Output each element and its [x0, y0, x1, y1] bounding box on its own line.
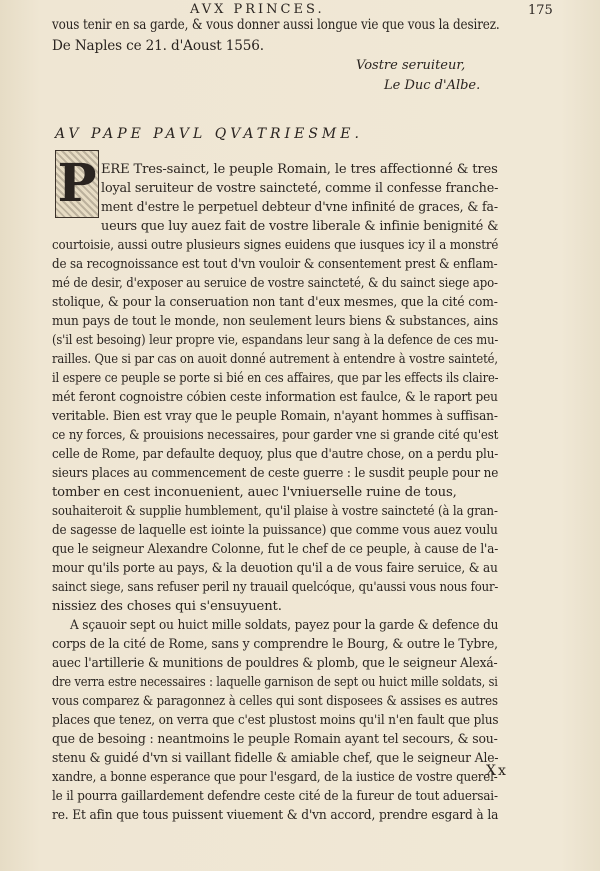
- body-line: loyal seruiteur de vostre saincteté, comme il confesse franche-: [101, 181, 499, 196]
- signature-line-2: Le Duc d'Albe.: [384, 78, 481, 93]
- body-line: ce ny forces, & prouisions necessaires, pour garder vne si grande cité qu'est: [52, 428, 499, 443]
- body-line: ueurs que luy auez fait de vostre liberale & infinie benignité &: [101, 219, 499, 234]
- body-line: xandre, a bonne esperance que pour l'esgard, de la iustice de vostre querel-: [52, 770, 498, 785]
- body-line: mé de desir, d'exposer au seruice de vostre saincteté, & du sainct siege apo-: [52, 276, 498, 291]
- body-line: dre verra estre necessaires : laquelle garnison de sept ou huict mille soldats, si: [52, 675, 498, 690]
- body-line: mét feront cognoistre cóbien ceste information est faulce, & le raport peu: [52, 390, 498, 405]
- closing-line: vous tenir en sa garde, & vous donner aussi longue vie que vous la desirez.: [52, 17, 500, 33]
- decorated-initial: [55, 150, 99, 218]
- page-number: 175: [528, 3, 553, 18]
- body-line: celle de Rome, par defaulte dequoy, plus que d'autre chose, on a perdu plu-: [52, 447, 499, 462]
- closing-date-line: De Naples ce 21. d'Aoust 1556.: [52, 38, 264, 54]
- running-title: AVX PRINCES.: [190, 2, 325, 17]
- body-line: A sçauoir sept ou huict mille soldats, payez pour la garde & defence du: [70, 618, 499, 633]
- body-line: mour qu'ils porte au pays, & la deuotion qu'il a de vous faire seruice, & au: [52, 561, 498, 576]
- body-line: tomber en cest inconuenient, auec l'vniuerselle ruine de tous,: [52, 485, 457, 500]
- body-line: que le seigneur Alexandre Colonne, fut le chef de ce peuple, à cause de l'a-: [52, 542, 499, 557]
- body-line: ment d'estre le perpetuel debteur d'vne infinité de graces, & fa-: [101, 200, 498, 215]
- body-line: que de besoing : neantmoins le peuple Romain ayant tel secours, & sou-: [52, 732, 498, 747]
- body-line: corps de la cité de Rome, sans y comprendre le Bourg, & outre le Tybre,: [52, 637, 498, 652]
- body-line: de sa recognoissance est tout d'vn vouloir & consentement prest & enflam-: [52, 257, 498, 272]
- body-line: auec l'artillerie & munitions de pouldres & plomb, que le seigneur Alexá-: [52, 656, 498, 671]
- body-line: stenu & guidé d'vn si vaillant fidelle & amiable chef, que le seigneur Ale-: [52, 751, 499, 766]
- body-line: de sagesse de laquelle est iointe la puissance) que comme vous auez voulu: [52, 523, 498, 538]
- decorated-initial-letter: P: [57, 153, 97, 214]
- body-line: places que tenez, on verra que c'est plustost moins qu'il n'en fault que plus: [52, 713, 499, 728]
- body-line: sainct siege, sans refuser peril ny trauail quelcóque, qu'aussi vous nous four-: [52, 580, 499, 595]
- body-line: le il pourra gaillardement defendre ceste cité de la fureur de tout aduersai-: [52, 789, 498, 804]
- body-line: mun pays de tout le monde, non seulement leurs biens & substances, ains: [52, 314, 499, 329]
- body-line: sieurs places au commencement de ceste guerre : le susdit peuple pour ne: [52, 466, 499, 481]
- body-line: stolique, & pour la conseruation non tant d'eux mesmes, que la cité com-: [52, 295, 498, 310]
- body-line: ERE Tres-sainct, le peuple Romain, le tres affectionné & tres: [101, 162, 498, 177]
- body-line: courtoisie, aussi outre plusieurs signes euidens que iusques icy il a monstré: [52, 238, 499, 253]
- body-line: il espere ce peuple se porte si bié en ces affaires, que par les effects ils claire-: [52, 371, 499, 386]
- body-line: railles. Que si par cas on auoit donné autrement à entendre à vostre sainteté,: [52, 352, 498, 367]
- section-title: AV PAPE PAVL QVATRIESME.: [55, 126, 363, 142]
- body-line: vous comparez & paragonnez à celles qui sont disposees & assises es autres: [52, 694, 498, 709]
- body-line: souhaiteroit & supplie humblement, qu'il plaise à vostre saincteté (à la gran-: [52, 504, 498, 519]
- body-line: nissiez des choses qui s'ensuyuent.: [52, 599, 282, 614]
- body-line: (s'il est besoing) leur propre vie, espandans leur sang à la defence de ces mu-: [52, 333, 499, 348]
- signature-mark: Xx: [486, 763, 508, 779]
- body-line: veritable. Bien est vray que le peuple Romain, n'ayant hommes à suffisan-: [52, 409, 498, 424]
- body-line: re. Et afin que tous puissent viuement & d'vn accord, prendre esgard à la: [52, 808, 499, 823]
- signature-line-1: Vostre seruiteur,: [356, 58, 466, 73]
